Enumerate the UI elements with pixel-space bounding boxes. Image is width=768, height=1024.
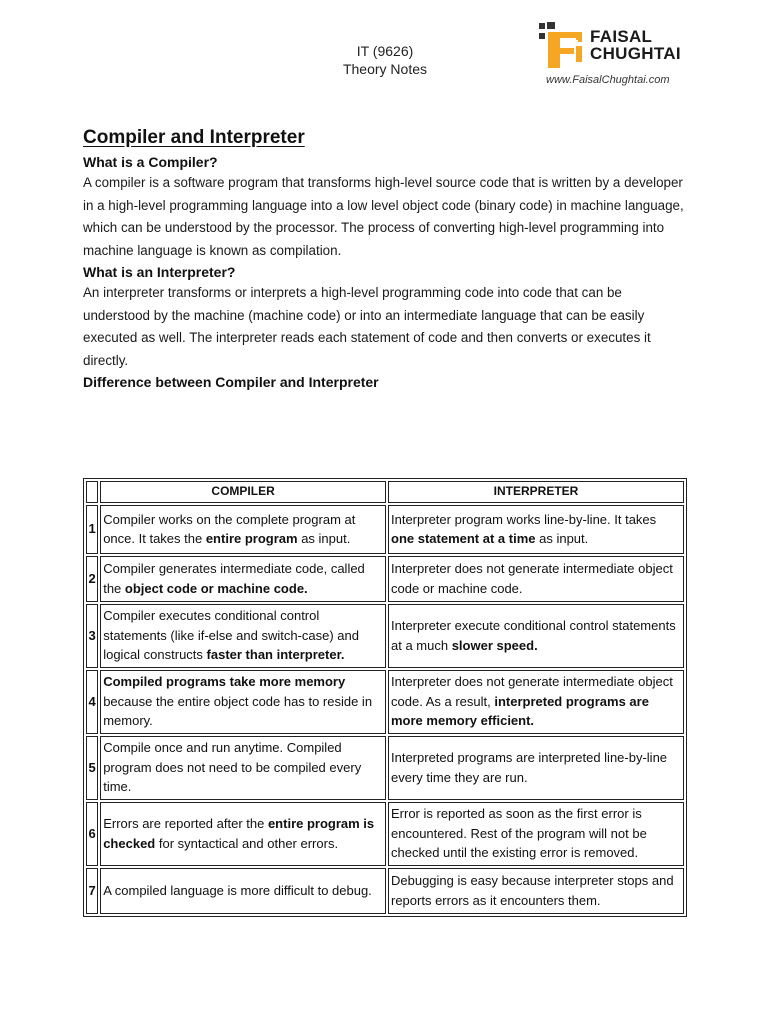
- table-row: [86, 556, 684, 602]
- compiler-cell: [100, 556, 386, 602]
- comparison-table: [83, 478, 687, 917]
- section-body-interpreter: An interpreter transforms or interprets a high-level programming code into code that can be understood by the machine (machine code) or into an intermediate language that can be easily executed as well. The interpreter reads each statement of code and then converts or executes it directly.: [83, 285, 651, 368]
- row-number: 3: [86, 604, 98, 668]
- emphasis-text: interpreted programs are more memory efficient.: [391, 693, 649, 729]
- table-body: [86, 505, 684, 914]
- table-row: [86, 736, 684, 800]
- page-title: Compiler and Interpreter: [83, 127, 305, 148]
- cell-text: Errors are reported after the: [103, 816, 268, 831]
- table-header-interpreter: INTERPRETER: [388, 481, 684, 503]
- cell-text: Interpreter execute conditional control statements at a much: [391, 618, 676, 653]
- emphasis-text: slower speed.: [451, 637, 538, 653]
- cell-text: Interpreter does not generate intermediate object code. As a result,: [391, 674, 673, 709]
- section-heading-difference: Difference between Compiler and Interpreter: [83, 374, 379, 390]
- emphasis-text: one statement at a time: [391, 531, 536, 546]
- brand-name-line2: CHUGHTAI: [590, 44, 681, 63]
- interpreter-cell: [388, 604, 684, 668]
- cell-text: Compiler generates intermediate code, called the: [103, 561, 365, 596]
- interpreter-cell: [388, 556, 684, 602]
- table-header-compiler: COMPILER: [100, 481, 386, 503]
- table-header-row: [86, 481, 684, 503]
- table-row: [86, 670, 684, 734]
- interpreter-cell: [388, 736, 684, 800]
- interpreter-cell: [388, 868, 684, 914]
- brand-logo-mark-icon: [536, 22, 588, 72]
- row-number: 2: [86, 556, 98, 602]
- cell-text: Interpreter program works line-by-line. It takes: [391, 511, 657, 527]
- row-number: 5: [86, 736, 98, 800]
- course-code: IT (9626): [356, 43, 414, 59]
- cell-text: as input.: [535, 531, 589, 546]
- section-body-compiler: A compiler is a software program that transforms high-level source code that is written by a developer in a high-level programming language into a low level object code (binary code) in machine language, which can be understood by the processor. The process of converting high-level programming into machine language is known as compilation.: [83, 175, 684, 258]
- cell-text: as input.: [297, 531, 351, 546]
- table-row: [86, 505, 684, 554]
- document-header: [300, 42, 470, 78]
- cell-text: Compiler works on the complete program at once. It takes the: [103, 511, 356, 546]
- cell-text: A compiled language is more difficult to debug.: [103, 882, 372, 898]
- compiler-cell: [100, 868, 386, 914]
- table-row: [86, 868, 684, 914]
- compiler-cell: [100, 736, 386, 800]
- table-row: [86, 604, 684, 668]
- compiler-cell: [100, 505, 386, 554]
- cell-text: Compile once and run anytime. Compiled program does not need to be compiled every time.: [103, 740, 362, 795]
- cell-text: Debugging is easy because interpreter stops and reports errors as it encounters them.: [391, 873, 674, 908]
- cell-text: Interpreter does not generate intermediate object code or machine code.: [391, 561, 673, 596]
- interpreter-cell: [388, 802, 684, 866]
- emphasis-text: entire program is checked: [103, 816, 375, 851]
- cell-text: Interpreted programs are interpreted line-by-line every time they are run.: [391, 750, 668, 785]
- table-header-number: [86, 481, 98, 503]
- brand-logo: [536, 22, 736, 88]
- brand-name-line1: FAISAL: [590, 27, 653, 46]
- table-row: [86, 802, 684, 866]
- cell-text: for syntactical and other errors.: [155, 835, 339, 851]
- interpreter-cell: [388, 670, 684, 734]
- compiler-cell: [100, 670, 386, 734]
- compiler-cell: [100, 802, 386, 866]
- emphasis-text: faster than interpreter.: [206, 647, 345, 663]
- row-number: 4: [86, 670, 98, 734]
- row-number: 7: [86, 868, 98, 914]
- emphasis-text: entire program: [205, 531, 298, 546]
- cell-text: because the entire object code has to reside in memory.: [103, 693, 373, 729]
- compiler-cell: [100, 604, 386, 668]
- emphasis-text: object code or machine code.: [124, 580, 308, 596]
- emphasis-text: Compiled programs take more memory: [103, 674, 346, 690]
- cell-text: Error is reported as soon as the first error is encountered. Rest of the program will not be checked until the existing error is removed.: [391, 806, 647, 861]
- brand-name: [590, 28, 681, 62]
- section-heading-interpreter: What is an Interpreter?: [83, 264, 236, 280]
- row-number: 1: [86, 505, 98, 554]
- cell-text: Compiler executes conditional control statements (like if-else and switch-case) and logical constructs: [103, 608, 359, 663]
- section-heading-compiler: What is a Compiler?: [83, 154, 218, 170]
- brand-url: www.FaisalChughtai.com: [546, 74, 670, 86]
- row-number: 6: [86, 802, 98, 866]
- document-body: [83, 124, 688, 392]
- document-type: Theory Notes: [342, 61, 428, 77]
- interpreter-cell: [388, 505, 684, 554]
